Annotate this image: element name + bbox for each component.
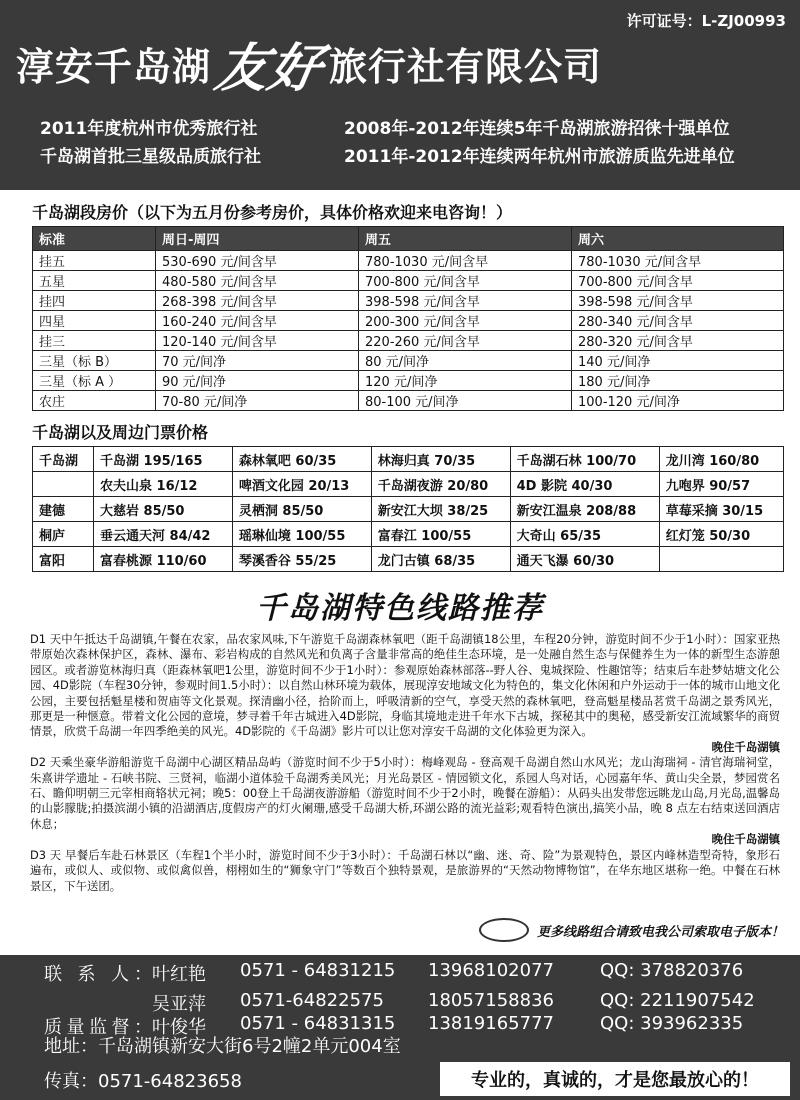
ticket-price-table: [32, 446, 784, 572]
table-row: [33, 547, 784, 572]
contact-phone: 0571 - 64831215: [240, 960, 396, 981]
table-cell: 五星: [33, 271, 156, 291]
ticket-cell: 大奇山 65/35: [510, 522, 659, 547]
table-row: [33, 371, 784, 391]
table-cell: 120 元/间净: [359, 371, 572, 391]
ticket-cell: 龙川湾 160/80: [659, 447, 783, 472]
contact-mobile: 18057158836: [428, 990, 554, 1011]
routes-title: 千岛湖特色线路推荐: [256, 591, 544, 626]
column-header: 周五: [359, 227, 572, 251]
header-banner: [0, 0, 800, 190]
ticket-cell: 大慈岩 85/50: [94, 497, 233, 522]
region-cell: 建德: [33, 497, 94, 522]
ticket-cell: 灵栖洞 85/50: [232, 497, 371, 522]
day1-stay: 晚住千岛湖镇: [711, 739, 780, 754]
table-row: [33, 331, 784, 351]
honors: [0, 112, 800, 168]
ticket-cell: 龙门古镇 68/35: [371, 547, 510, 572]
table-cell: 80-100 元/间净: [359, 391, 572, 411]
table-cell: 三星（标 B）: [33, 351, 156, 371]
ticket-cell: 通天飞瀑 60/30: [510, 547, 659, 572]
table-row: [33, 522, 784, 547]
table-row: [33, 291, 784, 311]
region-cell: 千岛湖: [33, 447, 94, 472]
ticket-cell: 红灯笼 50/30: [659, 522, 783, 547]
honor-item: 2008年-2012年连续5年千岛湖旅游招徕十强单位: [344, 118, 730, 139]
region-cell: [33, 472, 94, 497]
table-cell: 268-398 元/间含早: [156, 291, 359, 311]
table-cell: 三星（标 A ）: [33, 371, 156, 391]
table-cell: 四星: [33, 311, 156, 331]
company-brand: 友好: [210, 37, 328, 99]
day3-route: D3 天 早餐后车赴石林景区（车程1个半小时，游览时间不少于3小时）：千岛湖石林以“幽、迷、奇、险”为景观特色，景区内峰林造型奇特，象形石遍布，或似人、或似物、或似禽似兽，栩栩如生的“狮象守门”等数百个独特景观，是旅游界的“天然动物博物馆”，在华东地区堪称一绝。中餐在石林景区，下午送团。: [30, 847, 780, 893]
table-cell: 90 元/间净: [156, 371, 359, 391]
routes-text: [30, 632, 780, 894]
table-row: [33, 311, 784, 331]
ticket-cell: 4D 影院 40/30: [510, 472, 659, 497]
contact-role: 联 系 人：: [44, 964, 152, 985]
company-name-prefix: 淳安千岛湖: [16, 44, 212, 89]
day2-stay: 晚住千岛湖镇: [711, 832, 780, 847]
ticket-cell: 新安江温泉 208/88: [510, 497, 659, 522]
honor-item: 千岛湖首批三星级品质旅行社: [40, 146, 261, 167]
table-row: [33, 351, 784, 371]
table-cell: 200-300 元/间含早: [359, 311, 572, 331]
ticket-cell: 林海归真 70/35: [371, 447, 510, 472]
table-row: [33, 391, 784, 411]
honor-row: [0, 112, 800, 140]
table-cell: 挂三: [33, 331, 156, 351]
table-cell: 挂四: [33, 291, 156, 311]
fax: 传真：0571-64823658: [44, 1071, 242, 1092]
table-cell: 农庄: [33, 391, 156, 411]
table-row: [33, 447, 784, 472]
ticket-cell: 农夫山泉 16/12: [94, 472, 233, 497]
column-header: 周日-周四: [156, 227, 359, 251]
contact-qq: QQ: 2211907542: [600, 990, 755, 1011]
region-cell: 富阳: [33, 547, 94, 572]
honor-item: 2011年-2012年连续两年杭州市旅游质监先进单位: [344, 146, 735, 167]
honor-row: [0, 140, 800, 168]
contact-role: 质量监督：: [44, 1017, 152, 1038]
ticket-cell: 富春江 100/55: [371, 522, 510, 547]
ticket-cell: 富春桃源 110/60: [94, 547, 233, 572]
ticket-cell: 森林氧吧 60/35: [232, 447, 371, 472]
more-routes-text: 更多线路组合请致电我公司索取电子版本！: [536, 924, 784, 940]
table-row: [33, 472, 784, 497]
contact-row: [44, 960, 743, 986]
table-cell: 700-800 元/间含早: [572, 271, 784, 291]
ticket-cell: 新安江大坝 38/25: [371, 497, 510, 522]
region-cell: 桐庐: [33, 522, 94, 547]
day2-route: D2 天乘坐豪华游船游览千岛湖中心湖区精品岛屿（游览时间不少于5小时）：梅峰观岛 - 登高观千岛湖自然山水风光；龙山海瑞祠 - 清官海瑞祠堂，朱熹讲学遗址 - 石峡书院、三贤祠，临湖小道体验千岛湖秀美风光；月光岛景区 - 情园锁文化，系园人鸟对话，心园嘉年华、黄山尖全景，梦园赏名石、瞻仰明朝三元宰相商辂状元祠；晚5：00登上千岛湖夜游游船（游览时间不少于2小时，晚餐在游船）：从码头出发带您远眺龙山岛,月光岛,温馨岛的山影朦胧;拍摄滨湖小镇的沿湖酒店,度假房产的灯火阑珊,感受千岛湖大桥,环湖公路的流光益彩;观看特色演出,搞笑小品，晚 8 点左右结束送回酒店休息；: [30, 755, 780, 831]
ticket-cell: 琴溪香谷 55/25: [232, 547, 371, 572]
table-cell: 220-260 元/间含早: [359, 331, 572, 351]
contact-name: 叶红艳: [152, 964, 206, 985]
contact-name: 叶俊华: [152, 1017, 206, 1038]
table-cell: 100-120 元/间净: [572, 391, 784, 411]
contact-qq: QQ: 378820376: [600, 960, 744, 981]
ticket-cell: 千岛湖夜游 20/80: [371, 472, 510, 497]
table-cell: 480-580 元/间含早: [156, 271, 359, 291]
room-price-title: 千岛湖段房价（以下为五月份参考房价，具体价格欢迎来电咨询！）: [32, 203, 513, 222]
company-logo-icon: [479, 918, 529, 942]
contact-mobile: 13968102077: [428, 960, 554, 981]
table-row: [33, 271, 784, 291]
ticket-price-title: 千岛湖以及周边门票价格: [32, 423, 209, 442]
more-routes-note: [479, 918, 784, 942]
honor-item: 2011年度杭州市优秀旅行社: [40, 118, 258, 139]
table-cell: 挂五: [33, 251, 156, 271]
table-cell: 700-800 元/间含早: [359, 271, 572, 291]
table-cell: 70-80 元/间净: [156, 391, 359, 411]
contact-phone: 0571-64822575: [240, 990, 384, 1011]
table-header-row: [33, 227, 784, 251]
ticket-cell: [659, 547, 783, 572]
ticket-cell: 啤酒文化园 20/13: [232, 472, 371, 497]
table-cell: 280-320 元/间含早: [572, 331, 784, 351]
ticket-cell: 垂云通天河 84/42: [94, 522, 233, 547]
table-cell: 160-240 元/间含早: [156, 311, 359, 331]
table-cell: 120-140 元/间含早: [156, 331, 359, 351]
address: 地址：千岛湖镇新安大街6号2幢2单元004室: [44, 1036, 401, 1057]
room-price-table: [32, 226, 784, 411]
table-cell: 398-598 元/间含早: [572, 291, 784, 311]
table-cell: 80 元/间净: [359, 351, 572, 371]
ticket-cell: 九咆界 90/57: [659, 472, 783, 497]
ticket-cell: 瑶琳仙境 100/55: [232, 522, 371, 547]
ticket-cell: 草莓采摘 30/15: [659, 497, 783, 522]
table-cell: 180 元/间净: [572, 371, 784, 391]
table-cell: 70 元/间净: [156, 351, 359, 371]
table-cell: 530-690 元/间含早: [156, 251, 359, 271]
table-cell: 140 元/间净: [572, 351, 784, 371]
contact-name: 吴亚萍: [152, 994, 206, 1015]
company-name-suffix: 旅行社有限公司: [329, 44, 603, 89]
column-header: 周六: [572, 227, 784, 251]
table-cell: 780-1030 元/间含早: [572, 251, 784, 271]
ticket-cell: 千岛湖石林 100/70: [510, 447, 659, 472]
slogan: 专业的，真诚的，才是您最放心的！: [440, 1062, 790, 1096]
company-name: [16, 28, 602, 98]
day1-route: D1 天中午抵达千岛湖镇,午餐在农家，品农家风味,下午游览千岛湖森林氧吧（距千岛湖镇18公里，车程20分钟，游览时间不少于1小时）：国家亚热带原始次森林保护区，森林、瀑布、彩岩构成的自然风光和负离子含量非常高的绝佳生态环境，是一处融自然生态与保健养生为一体的新型生态游憩园区。或者游览林海归真（距森林氧吧1公里，游览时间不少于1小时）：参观原始森林部落--野人谷、鬼城探险、性趣馆等；结束后车赴梦姑塘文化公园、4D影院（车程30分钟，参观时间1.5小时）：以自然山林环境为载体，展现淳安地域文化为特色的，集文化休闲和户外运动于一体的城市山地文化公园，主要包括魁星楼和贺庙等文化景观。探清幽小径，拾阶而上，呼吸清新的空气，享受天然的森林氧吧，登高魁星楼品茗赏千岛湖之景秀风光，那更是一种惬意。带着文化公园的意境，梦寻着千年古城进入4D影院，身临其境地走进千年水下古城，探秘其中的奥秘，感受新安江流域繁华的商贸情景，欣赏千岛湖一年四季绝美的风光。4D影院的《千岛湖》影片可以让您对淳安千岛湖的文化体验更为深入。: [30, 632, 780, 739]
column-header: 标准: [33, 227, 156, 251]
table-cell: 780-1030 元/间含早: [359, 251, 572, 271]
table-row: [33, 497, 784, 522]
contact-phone: 0571 - 64831315: [240, 1013, 396, 1034]
contact-qq: QQ: 393962335: [600, 1013, 744, 1034]
license-number: 许可证号：L-ZJ00993: [626, 12, 786, 30]
ticket-cell: 千岛湖 195/165: [94, 447, 233, 472]
table-cell: 280-340 元/间含早: [572, 311, 784, 331]
table-cell: 398-598 元/间含早: [359, 291, 572, 311]
table-row: [33, 251, 784, 271]
contact-mobile: 13819165777: [428, 1013, 554, 1034]
